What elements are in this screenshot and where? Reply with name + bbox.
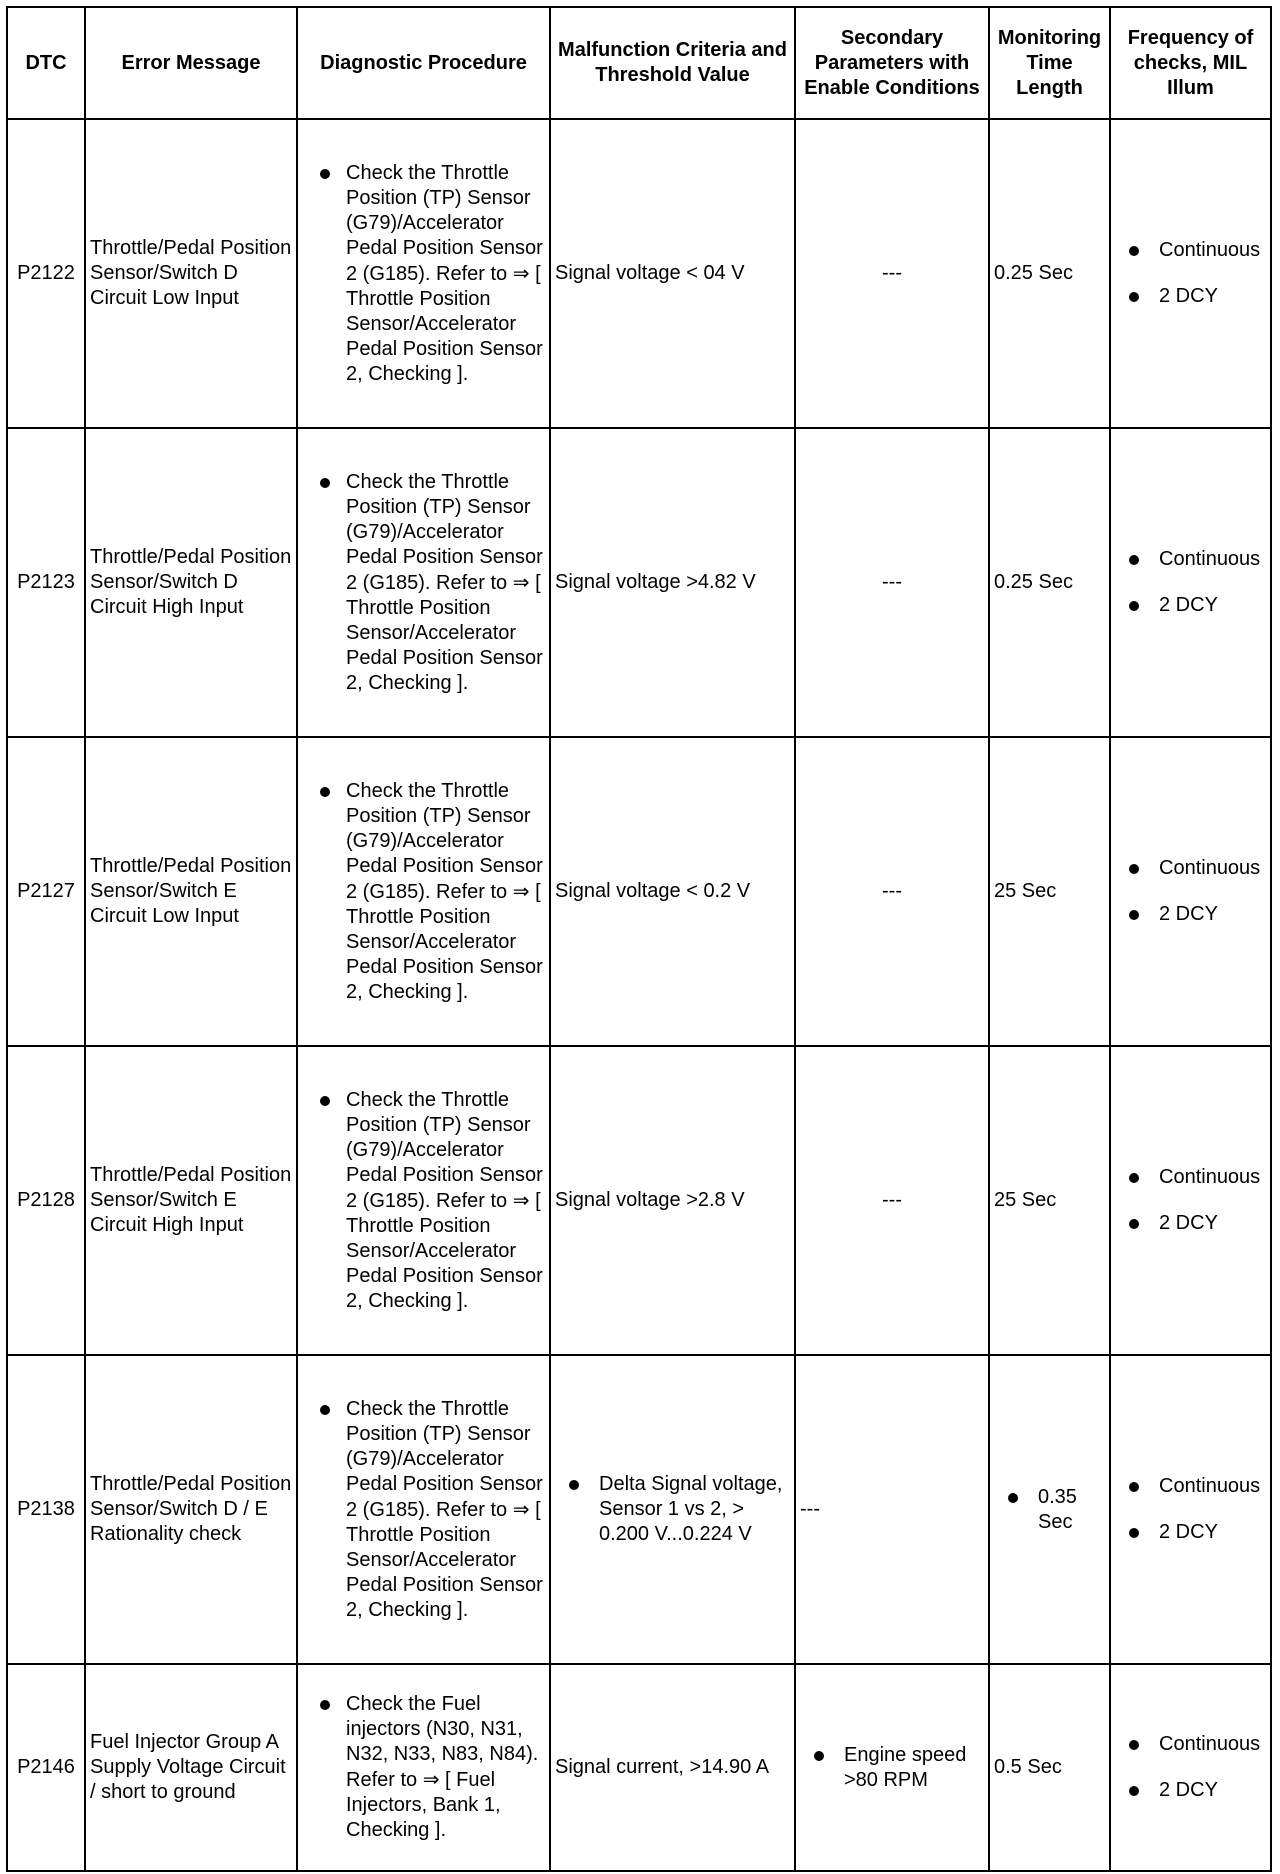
- table-row: [7, 1046, 1271, 1355]
- arrow-right-icon: ⇒: [422, 1767, 440, 1791]
- diagnostic-procedure: [297, 119, 550, 428]
- procedure-reference-link[interactable]: [ Throttle Position Sensor/Accelerator Pedal Position Sensor 2, Checking ].: [346, 1189, 543, 1312]
- frequency-checks: [1110, 1355, 1271, 1664]
- table-row: [7, 119, 1271, 428]
- error-message: Throttle/Pedal Position Sensor/Switch D Circuit Low Input: [85, 119, 297, 428]
- arrow-right-icon: ⇒: [512, 260, 530, 285]
- dtc-table: [6, 6, 1272, 1872]
- monitoring-time: 25 Sec: [989, 1046, 1110, 1355]
- error-message: Throttle/Pedal Position Sensor/Switch E Circuit High Input: [85, 1046, 297, 1355]
- procedure-text: Check the Throttle Position (TP) Sensor (G79)/Accelerator Pedal Position Sensor 2 (G185). Refer to: [346, 161, 543, 285]
- header-secondary-parameters: Secondary Parameters with Enable Conditions: [795, 7, 989, 119]
- secondary-parameters: ---: [795, 737, 989, 1046]
- diagnostic-procedure: [297, 1355, 550, 1664]
- malfunction-criteria: Signal voltage >2.8 V: [550, 1046, 795, 1355]
- frequency-item: 2 DCY: [1115, 1778, 1266, 1803]
- malfunction-criteria: Signal voltage < 0.2 V: [550, 737, 795, 1046]
- frequency-item: 2 DCY: [1115, 1211, 1266, 1236]
- procedure-reference-link[interactable]: [ Throttle Position Sensor/Accelerator Pedal Position Sensor 2, Checking ].: [346, 1498, 543, 1621]
- malfunction-criteria: Signal voltage >4.82 V: [550, 428, 795, 737]
- monitoring-time: 0.5 Sec: [989, 1664, 1110, 1871]
- procedure-item: [302, 1397, 545, 1623]
- table-row: [7, 428, 1271, 737]
- secondary-parameters: ---: [795, 428, 989, 737]
- secondary-item: Engine speed >80 RPM: [800, 1743, 984, 1793]
- procedure-text: Check the Throttle Position (TP) Sensor (G79)/Accelerator Pedal Position Sensor 2 (G185). Refer to: [346, 470, 543, 594]
- frequency-checks: [1110, 1664, 1271, 1871]
- frequency-item: 2 DCY: [1115, 593, 1266, 618]
- frequency-item: 2 DCY: [1115, 902, 1266, 927]
- error-message: Throttle/Pedal Position Sensor/Switch D Circuit High Input: [85, 428, 297, 737]
- procedure-item: [302, 161, 545, 387]
- header-frequency: Frequency of checks, MIL Illum: [1110, 7, 1271, 119]
- frequency-item: Continuous: [1115, 1165, 1266, 1190]
- procedure-text: Check the Fuel injectors (N30, N31, N32, N33, N83, N84). Refer to: [346, 1693, 539, 1791]
- procedure-reference-link[interactable]: [ Fuel Injectors, Bank 1, Checking ].: [346, 1769, 501, 1841]
- malfunction-item: Delta Signal voltage, Sensor 1 vs 2, > 0.200 V...0.224 V: [555, 1472, 790, 1547]
- diagnostic-procedure: [297, 428, 550, 737]
- procedure-reference-link[interactable]: [ Throttle Position Sensor/Accelerator Pedal Position Sensor 2, Checking ].: [346, 880, 543, 1003]
- secondary-parameters: ---: [795, 1046, 989, 1355]
- table-row: [7, 1664, 1271, 1871]
- procedure-item: [302, 779, 545, 1005]
- malfunction-criteria: Signal current, >14.90 A: [550, 1664, 795, 1871]
- procedure-reference-link[interactable]: [ Throttle Position Sensor/Accelerator Pedal Position Sensor 2, Checking ].: [346, 571, 543, 694]
- monitoring-time: [989, 1355, 1110, 1664]
- table-row: [7, 1355, 1271, 1664]
- procedure-reference-link[interactable]: [ Throttle Position Sensor/Accelerator Pedal Position Sensor 2, Checking ].: [346, 262, 543, 385]
- malfunction-criteria: [550, 1355, 795, 1664]
- frequency-item: 2 DCY: [1115, 284, 1266, 309]
- frequency-item: Continuous: [1115, 238, 1266, 263]
- table-row: [7, 737, 1271, 1046]
- dtc-code: P2123: [7, 428, 85, 737]
- error-message: Throttle/Pedal Position Sensor/Switch E Circuit Low Input: [85, 737, 297, 1046]
- frequency-item: Continuous: [1115, 547, 1266, 572]
- procedure-item: [302, 470, 545, 696]
- secondary-parameters: ---: [795, 1355, 989, 1664]
- header-row: [7, 7, 1271, 119]
- monitoring-time: 25 Sec: [989, 737, 1110, 1046]
- diagnostic-procedure: [297, 1046, 550, 1355]
- secondary-parameters: [795, 1664, 989, 1871]
- procedure-item: [302, 1088, 545, 1314]
- frequency-item: Continuous: [1115, 856, 1266, 881]
- error-message: Fuel Injector Group A Supply Voltage Circuit / short to ground: [85, 1664, 297, 1871]
- frequency-item: Continuous: [1115, 1732, 1266, 1757]
- frequency-checks: [1110, 737, 1271, 1046]
- procedure-item: [302, 1692, 545, 1843]
- dtc-code: P2146: [7, 1664, 85, 1871]
- arrow-right-icon: ⇒: [512, 1496, 530, 1521]
- error-message: Throttle/Pedal Position Sensor/Switch D / E Rationality check: [85, 1355, 297, 1664]
- arrow-right-icon: ⇒: [512, 1187, 530, 1212]
- arrow-right-icon: ⇒: [512, 878, 530, 903]
- dtc-code: P2127: [7, 737, 85, 1046]
- malfunction-criteria: Signal voltage < 04 V: [550, 119, 795, 428]
- dtc-code: P2128: [7, 1046, 85, 1355]
- frequency-checks: [1110, 1046, 1271, 1355]
- procedure-text: Check the Throttle Position (TP) Sensor (G79)/Accelerator Pedal Position Sensor 2 (G185). Refer to: [346, 1397, 543, 1521]
- header-diagnostic-procedure: Diagnostic Procedure: [297, 7, 550, 119]
- dtc-code: P2138: [7, 1355, 85, 1664]
- diagnostic-procedure: [297, 737, 550, 1046]
- diagnostic-procedure: [297, 1664, 550, 1871]
- secondary-parameters: ---: [795, 119, 989, 428]
- dtc-code: P2122: [7, 119, 85, 428]
- procedure-text: Check the Throttle Position (TP) Sensor (G79)/Accelerator Pedal Position Sensor 2 (G185). Refer to: [346, 1088, 543, 1212]
- frequency-item: Continuous: [1115, 1474, 1266, 1499]
- header-error-message: Error Message: [85, 7, 297, 119]
- frequency-item: 2 DCY: [1115, 1520, 1266, 1545]
- header-monitoring-time: Monitoring Time Length: [989, 7, 1110, 119]
- header-dtc: DTC: [7, 7, 85, 119]
- monitoring-item: 0.35 Sec: [994, 1485, 1105, 1535]
- dtc-document: [6, 6, 1272, 1872]
- frequency-checks: [1110, 428, 1271, 737]
- arrow-right-icon: ⇒: [512, 569, 530, 594]
- procedure-text: Check the Throttle Position (TP) Sensor (G79)/Accelerator Pedal Position Sensor 2 (G185). Refer to: [346, 779, 543, 903]
- frequency-checks: [1110, 119, 1271, 428]
- header-malfunction-criteria: Malfunction Criteria and Threshold Value: [550, 7, 795, 119]
- monitoring-time: 0.25 Sec: [989, 119, 1110, 428]
- monitoring-time: 0.25 Sec: [989, 428, 1110, 737]
